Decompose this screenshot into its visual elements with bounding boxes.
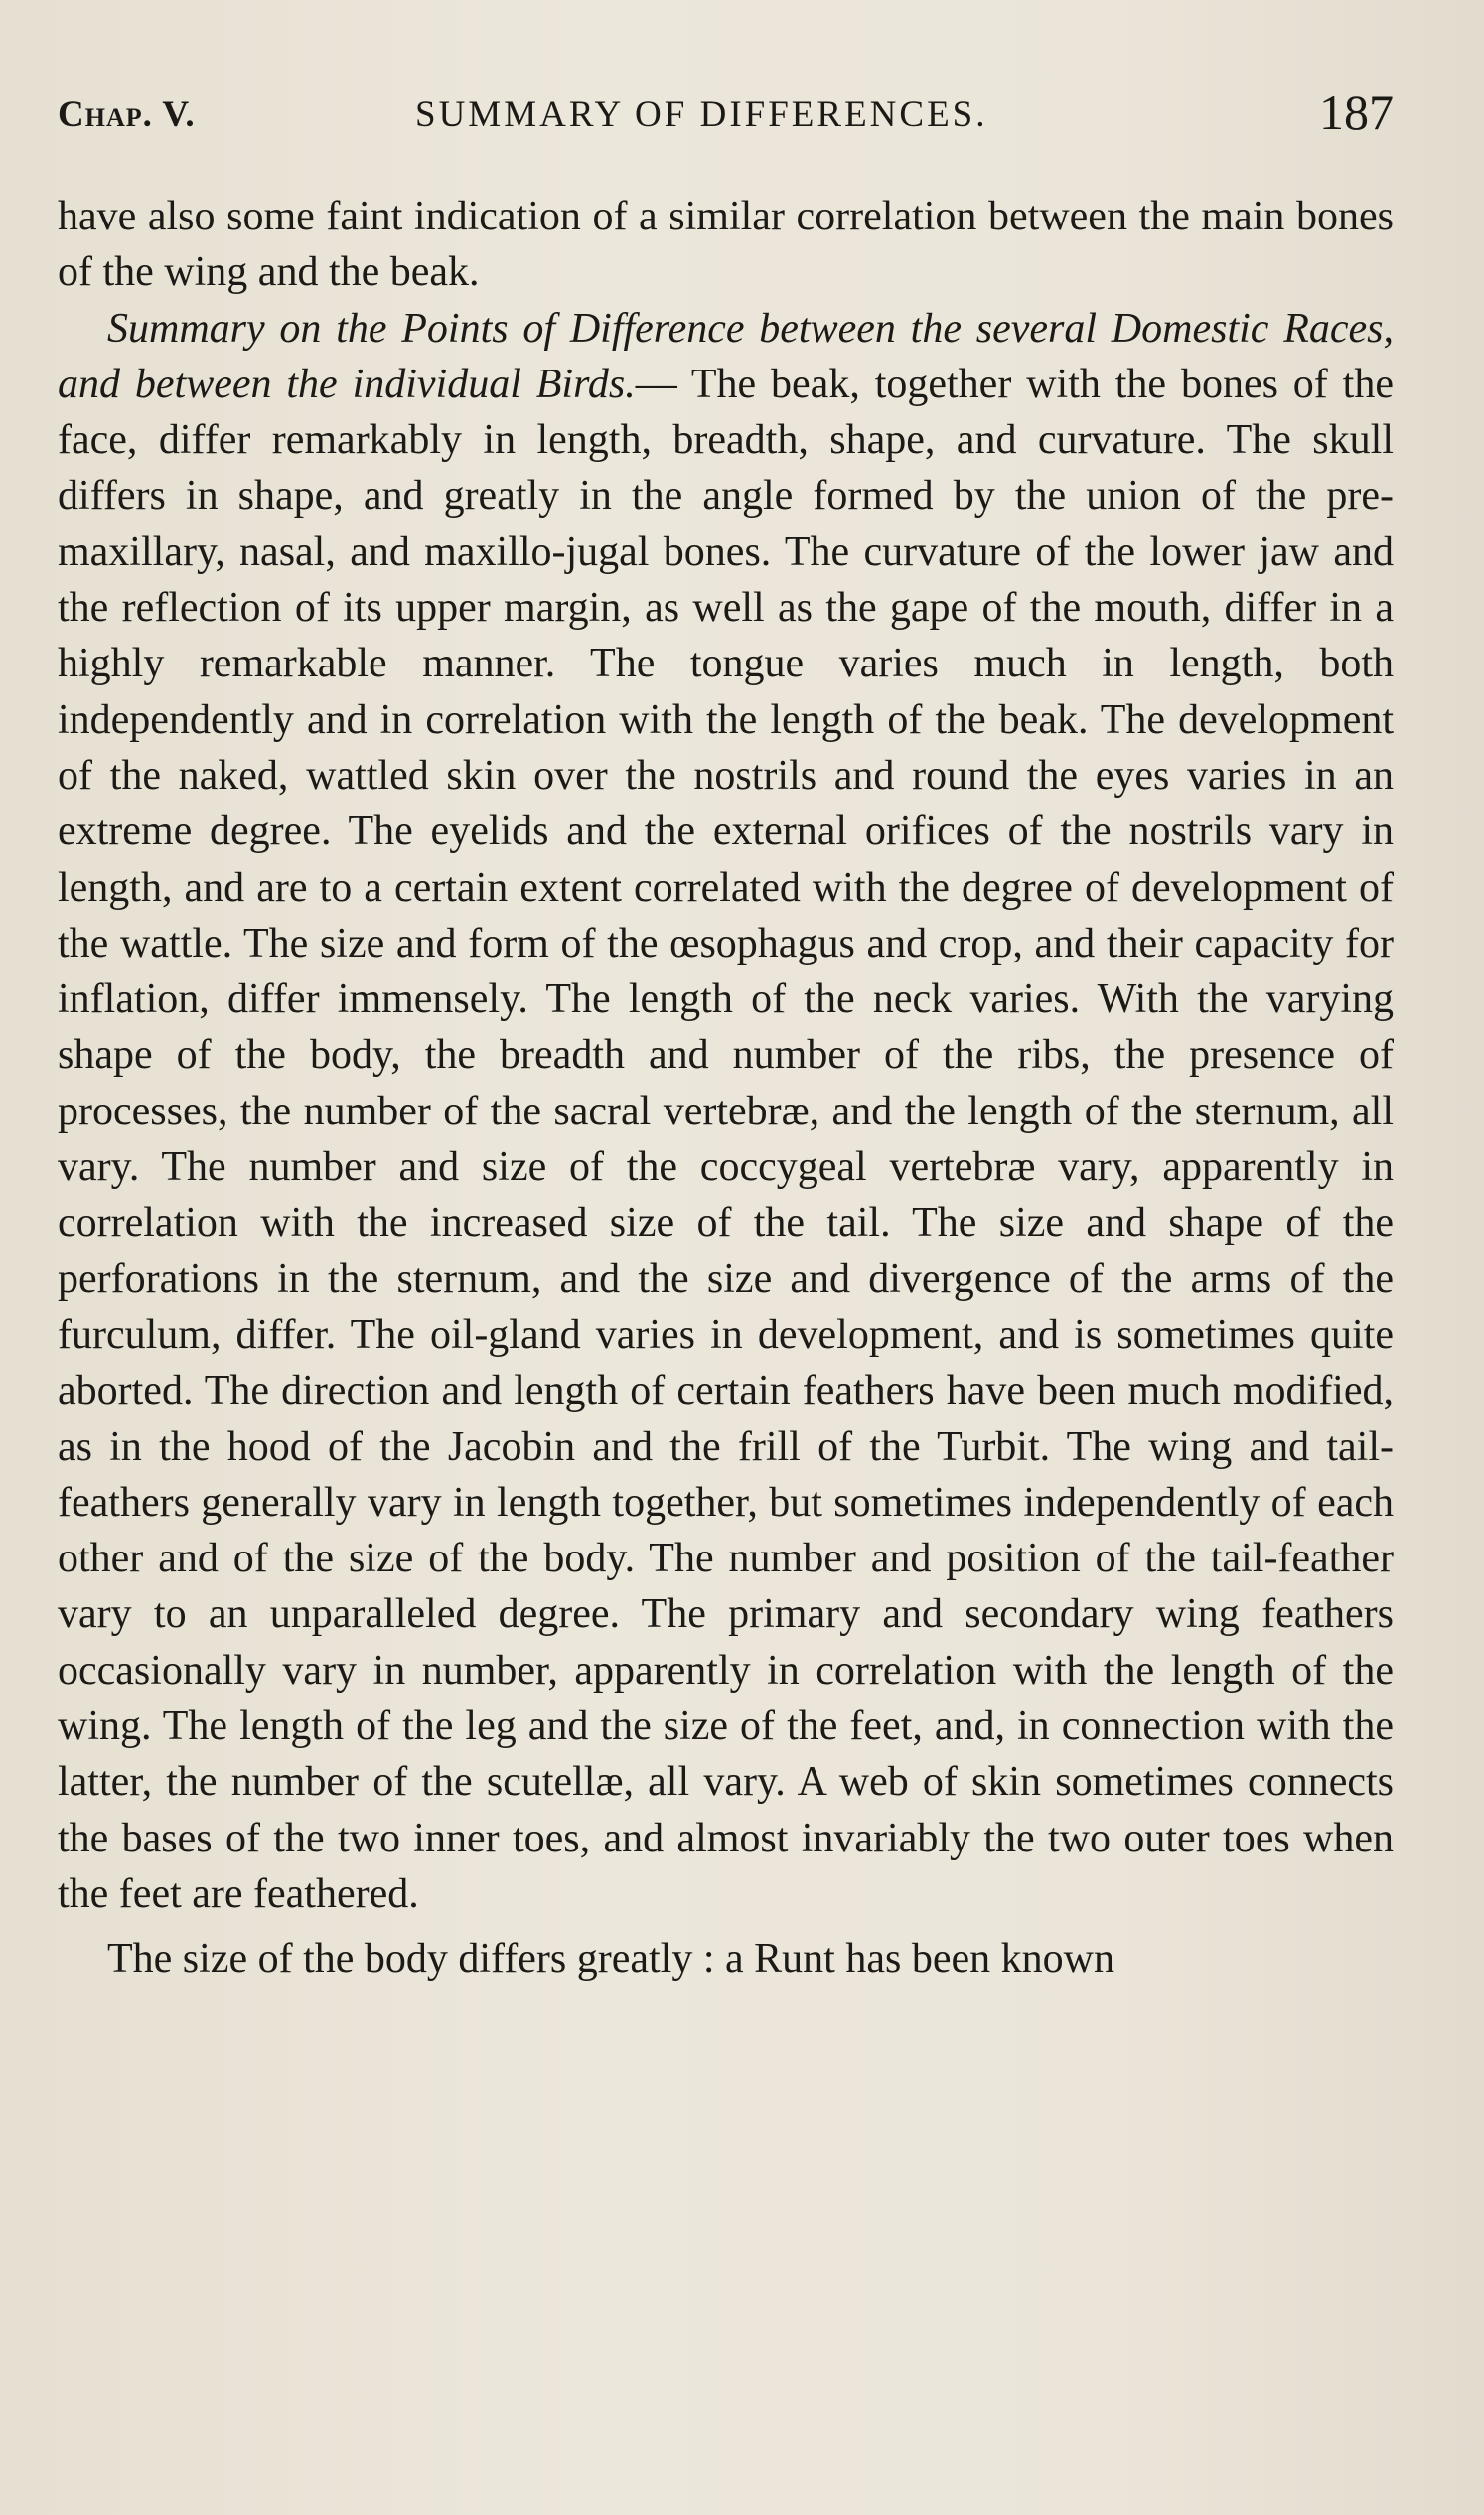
running-title: SUMMARY OF DIFFERENCES.	[415, 94, 988, 135]
running-head	[58, 84, 1394, 157]
paragraph-body-size: The size of the body differs greatly : a Runt has been known	[107, 1936, 1114, 1983]
chapter-label: Chap. V.	[58, 94, 196, 135]
section-heading: Summary on the Points of Difference between the several Domestic Races, and between the individual Birds.	[58, 305, 1394, 407]
paragraph-continuation: have also some faint indication of a similar correlation between the main bones of the wing and the beak.	[58, 194, 1394, 296]
body-text	[58, 189, 1394, 1988]
paragraph-summary	[58, 301, 1394, 1923]
page-number: 187	[1319, 84, 1394, 140]
paragraph-summary-text: — The beak, together with the bones of the face, differ remarkably in length, breadth, shape, and curvature. The skull differs in shape, and greatly in the angle formed by the union of the pre-maxillary, nasal, and maxillo-jugal bones. The curvature of the lower jaw and the reflection of its upper margin, as well as the gape of the mouth, differ in a highly remarkable manner. The tongue varies much in length, both independently and in correlation with the length of the beak. The development of the naked, wattled skin over the nostrils and round the eyes varies in an extreme degree. The eyelids and the external orifices of the nostrils vary in length, and are to a certain extent correlated with the degree of development of the wattle. The size and form of the œsophagus and crop, and their capacity for inflation, differ immensely. The length of the neck varies. With the varying shape of the body, the breadth and number of the ribs, the presence of processes, the number of the sacral vertebræ, and the length of the sternum, all vary. The number and size of the coccygeal vertebræ vary, apparently in correlation with the increased size of the tail. The size and shape of the perforations in the sternum, and the size and divergence of the arms of the furculum, differ. The oil-gland varies in development, and is sometimes quite aborted. The direction and length of certain feathers have been much modified, as in the hood of the Jacobin and the frill of the Turbit. The wing and tail-feathers generally vary in length together, but sometimes independently of each other and of the size of the body. The number and position of the tail-feather vary to an unparalleled degree. The primary and secondary wing feathers occasionally vary in number, apparently in correlation with the length of the wing. The length of the leg and the size of the feet, and, in connection with the latter, the number of the scutellæ, all vary. A web of skin sometimes connects the bases of the two inner toes, and almost invariably the two outer toes when the feet are feathered.	[58, 361, 1394, 1917]
